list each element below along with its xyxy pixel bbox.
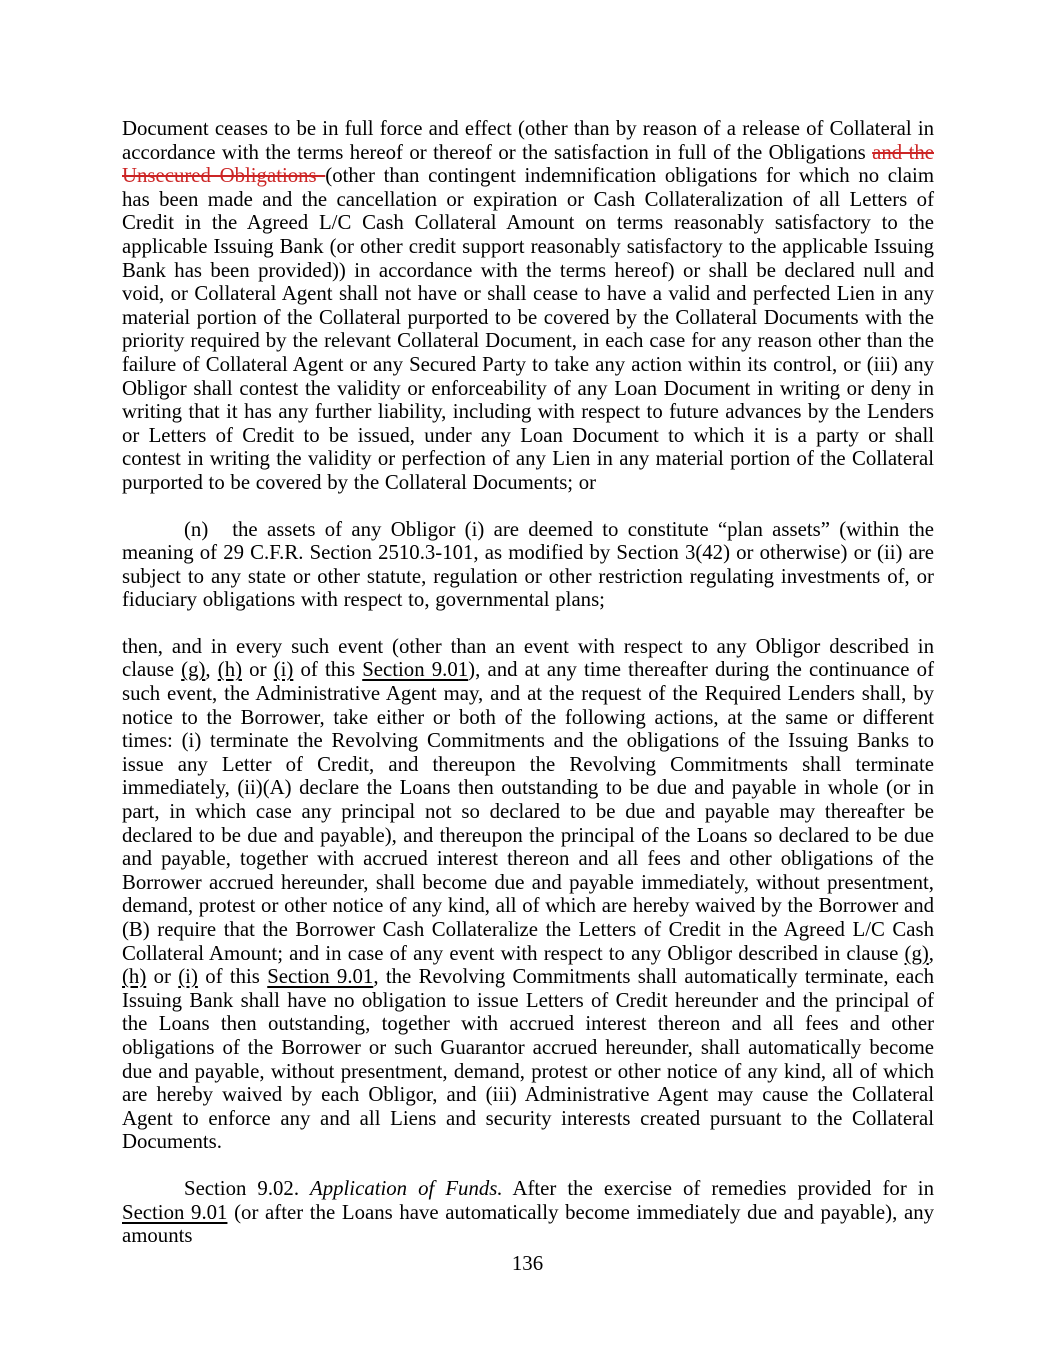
text-run: Section 9.02. [184,1176,300,1200]
underlined-reference-run: (i) [178,965,198,989]
text-run: , [205,658,218,682]
text-run: or [146,965,179,989]
text-run: ), and at any time thereafter during the continuance of such event, the Administrative Agent may, and at the request of the Required Lenders shall, by notice to the Borrower, take either or both of the following actions, at the same or different times: (i) terminate the Revolving Commitments and the obligations of the Issuing Banks to issue any Letter of Credit, and thereupon the Revolving Commitments shall terminate immediately, (ii)(A) declare the Loans then outstanding to be due and payable in whole (or in part, in which case any principal not so declared to be due and payable may thereafter be declared to be due and payable), and thereupon the principal of the Loans so declared to be due and payable, together with accrued interest thereon and all fees and other obligations of the Borrower accrued hereunder, shall become due and payable immediately, without presentment, demand, protest or other notice of any kind, all of which are hereby waived by the Borrower and (B) require that the Borrower Cash Collateralize the Letters of Credit in the Agreed L/C Cash Collateral Amount; and in case of any event with respect to any Obligor described in clause [122,658,934,965]
text-run: the assets of any Obligor (i) are deemed to constitute “plan assets” (within the meaning of 29 C.F.R. Section 2510.3-101, as modified by Section 3(42) or otherwise) or (ii) are subject to any state or other statute, regulation or other restriction regulating investments of, or fiduciary obligations with respect to, governmental plans; [122,517,934,612]
text-run: of this [293,658,363,682]
text-run: , [928,941,934,965]
para-clause-n [122,518,934,612]
para-remedies [122,635,934,1154]
underlined-reference-run: Section 9.01 [267,965,374,989]
underlined-reference-run: Section 9.01 [122,1200,228,1224]
text-run: then, and in every such event (other than an event with respect to any Obligor described in clause [122,634,934,682]
underlined-reference-run: (g) [904,941,929,965]
text-run: , the Revolving Commitments shall automatically terminate, each Issuing Bank shall have no obligation to issue Letters of Credit hereunder and the principal of the Loans then outstanding, together with accrued interest thereon and all fees and other obligations of the Borrower or such Guarantor accrued hereunder, shall automatically become due and payable, without presentment, demand, protest or other notice of any kind, all of which are hereby waived by each Obligor, and (iii) Administrative Agent may cause the Collateral Agent to enforce any and all Liens and security interests created pursuant to the Collateral Documents. [122,965,934,1154]
page-number: 136 [511,1252,544,1275]
document-body [122,117,934,1271]
text-run: (or after the Loans have automatically become immediately due and payable), any amounts [122,1200,934,1248]
deleted-text-run: and the Unsecured Obligations [122,140,934,188]
underlined-reference-run: (h) [217,658,243,682]
text-run: After the exercise of remedies provided for in [502,1176,934,1200]
text-run: Document ceases to be in full force and effect (other than by reason of a release of Collateral in accordance with the terms hereof or thereof or the satisfaction in full of the Obligations [122,117,934,164]
para-continuation-9-01 [122,117,934,495]
italic-text-run: Application of Funds. [310,1176,503,1200]
text-run: (other than contingent indemnification obligations for which no claim has been made and the cancellation or expiration or Cash Collateralization of all Letters of Credit in the Agreed L/C Cash Collateral Amount on terms reasonably satisfactory to the applicable Issuing Bank (or other credit support reasonably satisfactory to the applicable Issuing Bank has been provided)) in accordance with the terms hereof) or shall be declared null and void, or Collateral Agent shall not have or shall cease to have a valid and perfected Lien in any material portion of the Collateral purported to be covered by the Collateral Documents with the priority required by the relevant Collateral Document, in each case for any reason other than the failure of Collateral Agent or any Secured Party to take any action within its control, or (iii) any Obligor shall contest the validity or enforceability of any Loan Document in writing or deny in writing that it has any further liability, including with respect to future advances by the Lenders or Letters of Credit to be issued, under any Loan Document to which it is a party or shall contest in writing the validity or perfection of any Lien in any material portion of the Collateral purported to be covered by the Collateral Documents; or [122,164,934,494]
text-run: (n) [184,517,209,541]
underlined-reference-run: Section 9.01 [362,658,469,682]
underlined-reference-run: (h) [122,965,147,989]
text-run: or [242,658,274,682]
underlined-reference-run: (i) [273,658,294,682]
text-run: of this [197,965,268,989]
para-section-9-02 [122,1177,934,1248]
underlined-reference-run: (g) [181,658,206,682]
